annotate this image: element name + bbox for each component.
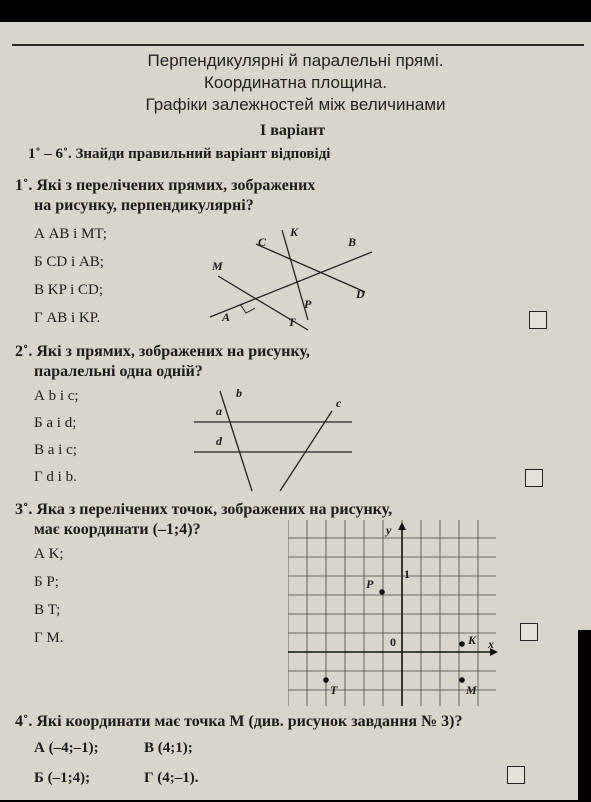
label-m: M xyxy=(466,683,477,697)
q4-text: 4˚. Які координати має точка M (див. рисунок завдання № 3)? xyxy=(15,713,463,730)
q1-option-d[interactable]: Г AB і KP. xyxy=(34,310,101,326)
label-p: P xyxy=(304,297,312,311)
q1-text-line1: 1˚. Які з перелічених прямих, зображених xyxy=(15,177,316,194)
label-a: A xyxy=(222,310,231,324)
header-line-1: Перпендикулярні й паралельні прямі. xyxy=(147,51,444,70)
label-p: P xyxy=(366,577,374,591)
label-d: D xyxy=(356,287,365,301)
q1-option-a[interactable]: А AB і MT; xyxy=(34,226,107,242)
dark-edge xyxy=(578,630,591,800)
q2-lines-figure xyxy=(180,387,360,497)
header-line-3: Графіки залежностей між величинами xyxy=(145,95,446,114)
q3-option-b[interactable]: Б P; xyxy=(34,574,59,590)
label-k: K xyxy=(290,225,299,239)
q3-option-a[interactable]: А K; xyxy=(34,546,64,562)
line-c xyxy=(280,411,332,491)
instruction: 1˚ – 6˚. Знайди правильний варіант відповіді xyxy=(28,146,331,162)
label-a: a xyxy=(216,404,222,418)
label-c: C xyxy=(258,235,267,249)
label-c: c xyxy=(336,396,342,410)
q4-answer-box[interactable] xyxy=(507,766,525,784)
q2-option-c[interactable]: В a і c; xyxy=(34,442,77,458)
q4-option-d[interactable]: Г (4;–1). xyxy=(144,770,199,786)
grid-lines xyxy=(288,520,496,706)
q1-text-line2: на рисунку, перпендикулярні? xyxy=(34,197,254,214)
label-m: M xyxy=(212,259,223,273)
q1-lines-figure xyxy=(200,222,380,337)
label-b: B xyxy=(348,235,357,249)
variant-label: I варіант xyxy=(260,122,326,139)
label-b: b xyxy=(236,387,242,400)
point-p xyxy=(379,589,385,595)
q1-option-c[interactable]: В KP і CD; xyxy=(34,282,104,298)
q4-option-b[interactable]: В (4;1); xyxy=(144,740,193,756)
q3-answer-box[interactable] xyxy=(520,623,538,641)
worksheet-page xyxy=(0,22,591,800)
unit-label: 1 xyxy=(404,567,410,581)
label-t: T xyxy=(288,315,296,329)
label-t: T xyxy=(330,683,338,697)
y-axis-label: y xyxy=(386,523,392,537)
y-axis-arrow xyxy=(398,522,406,530)
label-d: d xyxy=(216,434,222,448)
q2-option-a[interactable]: А b і c; xyxy=(34,388,79,404)
q2-answer-box[interactable] xyxy=(525,469,543,487)
right-angle-mark xyxy=(240,304,255,313)
header-line-2: Координатна площина. xyxy=(204,73,387,92)
q3-text-line1: 3˚. Яка з перелічених точок, зображених на рисунку, xyxy=(15,501,393,518)
q3-text-line2: має координати (–1;4)? xyxy=(34,521,201,538)
q3-option-c[interactable]: В T; xyxy=(34,602,61,618)
point-t xyxy=(323,677,329,683)
point-k xyxy=(459,641,465,647)
coordinate-grid xyxy=(288,520,500,706)
line-cd xyxy=(256,244,365,292)
q4-option-a[interactable]: А (–4;–1); xyxy=(34,740,99,756)
q1-option-b[interactable]: Б CD і AB; xyxy=(34,254,104,270)
q2-text-line1: 2˚. Які з прямих, зображених на рисунку, xyxy=(15,343,310,360)
q2-option-d[interactable]: Г d і b. xyxy=(34,469,77,485)
q3-option-d[interactable]: Г M. xyxy=(34,630,64,646)
q2-option-b[interactable]: Б a і d; xyxy=(34,415,77,431)
label-k: K xyxy=(468,633,477,647)
origin-label: 0 xyxy=(390,635,396,649)
q4-option-c[interactable]: Б (–1;4); xyxy=(34,770,91,786)
top-rule xyxy=(12,44,584,46)
q1-answer-box[interactable] xyxy=(529,311,547,329)
line-b xyxy=(220,391,252,491)
q2-text-line2: паралельні одна одній? xyxy=(34,363,203,380)
point-m xyxy=(459,677,465,683)
x-axis-label: x xyxy=(488,637,494,651)
